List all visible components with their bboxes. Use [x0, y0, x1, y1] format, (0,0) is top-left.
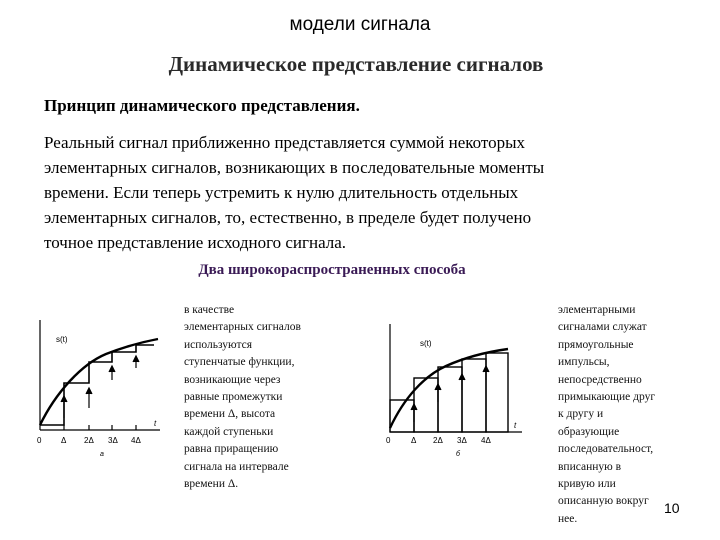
- x-tick-label: 3Δ: [108, 436, 118, 445]
- note-line: непосредственно: [558, 373, 642, 386]
- slide-title: Динамическое представление сигналов: [168, 52, 544, 76]
- methods-heading: Два широкораспространенных способа: [198, 262, 466, 278]
- note-line: примыкающие друг: [558, 391, 656, 404]
- pulse: [462, 359, 486, 432]
- x-axis-end-label: t: [514, 421, 517, 430]
- body-line: времени. Если теперь устремить к нулю длительность отдельных: [44, 183, 519, 202]
- note-line: возникающие через: [184, 373, 281, 386]
- x-tick-label: 0: [386, 436, 391, 445]
- body-line: элементарных сигналов, то, естественно, в пределе будет получено: [44, 208, 532, 227]
- note-line: сигнала на интервале: [184, 460, 289, 473]
- x-tick-label: 2Δ: [84, 436, 94, 445]
- x-tick-label: Δ: [61, 436, 67, 445]
- x-tick-label: 2Δ: [433, 436, 443, 445]
- note-line: в качестве: [184, 304, 235, 316]
- note-line: используются: [184, 338, 253, 351]
- arrow-head: [133, 356, 139, 362]
- x-tick-label: 4Δ: [131, 436, 141, 445]
- note-line: образующие: [558, 425, 620, 438]
- note-line: импульсы,: [558, 356, 610, 369]
- arrow-head: [411, 404, 417, 410]
- pulse-figure: [382, 322, 527, 467]
- page-number: 10: [664, 500, 680, 516]
- note-line: времени Δ, высота: [184, 408, 276, 421]
- body-paragraph: [44, 130, 684, 255]
- note-line: кривую или: [558, 478, 616, 491]
- x-tick-label: 3Δ: [457, 436, 467, 445]
- note-line: вписанную в: [558, 460, 622, 473]
- arrow-head: [483, 366, 489, 372]
- body-line: элементарных сигналов, возникающих в последовательные моменты: [44, 158, 545, 177]
- left-method-description: [184, 302, 339, 493]
- signal-curve: [40, 339, 158, 425]
- signal-curve: [390, 349, 508, 428]
- note-line: элементарными: [558, 304, 636, 316]
- note-line: описанную вокруг: [558, 495, 649, 508]
- note-line: ступенчатые функции,: [184, 356, 295, 369]
- x-tick-label: Δ: [411, 436, 417, 445]
- principle-heading: Принцип динамического представления.: [44, 96, 360, 115]
- figure-caption: б: [456, 451, 460, 458]
- figure-caption: a: [100, 451, 104, 458]
- arrow-head: [61, 396, 67, 402]
- body-line: Реальный сигнал приближенно представляется суммой некоторых: [44, 133, 526, 152]
- note-line: прямоугольные: [558, 338, 634, 351]
- pulse: [438, 367, 462, 432]
- x-tick-label: 4Δ: [481, 436, 491, 445]
- arrow-head: [459, 374, 465, 380]
- x-tick-label: 0: [37, 436, 42, 445]
- arrow-head: [435, 384, 441, 390]
- note-line: равные промежутки: [184, 391, 283, 404]
- pulse: [486, 353, 508, 432]
- y-axis-label: s(t): [420, 339, 432, 348]
- note-line: элементарных сигналов: [184, 321, 301, 334]
- y-axis-label: s(t): [56, 335, 68, 344]
- note-line: времени Δ.: [184, 478, 239, 491]
- slide-header: модели сигнала: [289, 14, 431, 35]
- x-axis-end-label: t: [154, 419, 157, 428]
- step-function-figure: [34, 318, 166, 463]
- note-line: нее.: [558, 512, 578, 525]
- note-line: равна приращению: [184, 443, 279, 456]
- note-line: последовательност,: [558, 443, 654, 456]
- body-line: точное представление исходного сигнала.: [44, 233, 347, 252]
- arrow-head: [86, 388, 92, 394]
- note-line: каждой ступеньки: [184, 425, 274, 438]
- right-method-description: [558, 302, 688, 528]
- arrow-head: [109, 366, 115, 372]
- note-line: к другу и: [558, 408, 604, 421]
- note-line: сигналами служат: [558, 321, 647, 334]
